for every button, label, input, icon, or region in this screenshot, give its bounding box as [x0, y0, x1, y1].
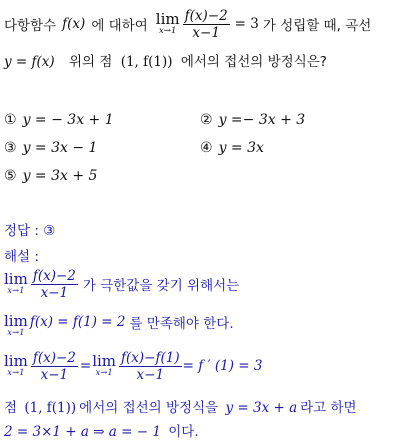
explanation-text: 가 극한값을 갖기 위해서는 [82, 278, 240, 294]
lim-word: lim [4, 270, 28, 288]
choice-expr: y = 3x + 5 [22, 168, 98, 184]
fraction-denominator: x−1 [192, 24, 220, 41]
question-text: 에서의 접선의 방정식은? [180, 54, 327, 70]
fraction-denominator: x−1 [136, 366, 165, 383]
limit-expr: f(x) = f(1) = 2 [29, 314, 126, 330]
question-text: 다항함수 [4, 18, 57, 34]
limit-fraction [31, 351, 78, 382]
lim-word: lim [4, 312, 28, 330]
choice-4[interactable] [200, 140, 264, 156]
lim-word: lim [4, 352, 28, 370]
explanation-text: 점 [4, 400, 18, 416]
lim-word: lim [155, 10, 180, 28]
choice-number: ④ [200, 140, 213, 156]
limit-operator [156, 12, 180, 36]
choice-expr: y = 3x [218, 140, 264, 156]
limit-fraction [183, 9, 230, 40]
curve-equation: y = f(x) [4, 54, 55, 70]
lim-subscript: x→1 [7, 286, 25, 296]
choice-2[interactable] [200, 112, 305, 128]
lim-word: lim [92, 352, 117, 370]
fraction-denominator: x−1 [40, 284, 69, 301]
question-text: 가 성립할 때, 곡선 [262, 18, 372, 34]
question-text: 에 대하여 [91, 18, 148, 34]
limit-operator [4, 354, 28, 378]
choice-expr: y = − 3x + 1 [22, 112, 114, 128]
fraction-numerator: f(x)−f(1) [121, 349, 180, 366]
lim-subscript: x→1 [7, 368, 25, 378]
tangent-equation: y = 3x + a [225, 400, 298, 416]
fraction-numerator: f(x)−2 [32, 349, 76, 366]
choice-number: ⑤ [4, 168, 17, 184]
question-text: 위의 점 [68, 54, 113, 70]
lim-subscript: x→1 [95, 368, 113, 378]
explanation-step-1 [4, 266, 239, 302]
choice-number: ① [4, 112, 17, 128]
explanation-text: 에서의 접선의 방정식을 [79, 400, 219, 416]
explanation-step-5 [4, 420, 199, 440]
fraction-denominator: x−1 [40, 366, 69, 383]
explanation-step-3 [4, 348, 262, 384]
derivative-value: = f ′ (1) = 3 [182, 358, 263, 374]
choice-number: ② [200, 112, 213, 128]
lim-subscript: x→1 [159, 26, 177, 36]
function-expr: f(x) [62, 16, 86, 32]
equals-sign: = [79, 358, 92, 374]
choice-expr: y = 3x − 1 [22, 140, 98, 156]
question-line-2 [4, 50, 327, 70]
choice-3[interactable] [4, 140, 97, 156]
explanation-label: 해설 : [4, 249, 39, 265]
limit-fraction [31, 269, 78, 300]
explanation-text: 라고 하면 [300, 400, 357, 416]
explanation-text: 이다. [168, 424, 199, 440]
limit-operator [4, 272, 28, 296]
fraction-numerator: f(x)−2 [184, 7, 228, 24]
choice-expr: y =− 3x + 3 [218, 112, 306, 128]
limit-value: = 3 [234, 16, 259, 32]
limit-operator [92, 354, 116, 378]
limit-operator [4, 314, 28, 338]
limit-fraction [119, 351, 182, 382]
explanation-step-4 [4, 396, 357, 416]
explanation-step-2 [4, 312, 234, 340]
point-expr: (1, f(1)) [120, 54, 173, 70]
answer-label: 정답 : ③ [4, 223, 56, 239]
lim-subscript: x→1 [7, 328, 25, 338]
point-expr: (1, f(1)) [24, 400, 77, 416]
explanation-text: 를 만족해야 한다. [129, 316, 234, 332]
solution-expr: 2 = 3×1 + a ⇒ a = − 1 [4, 424, 161, 440]
choice-1[interactable] [4, 112, 114, 128]
fraction-numerator: f(x)−2 [32, 267, 76, 284]
choice-number: ③ [4, 140, 17, 156]
question-line-1 [4, 6, 371, 42]
choice-5[interactable] [4, 168, 97, 184]
